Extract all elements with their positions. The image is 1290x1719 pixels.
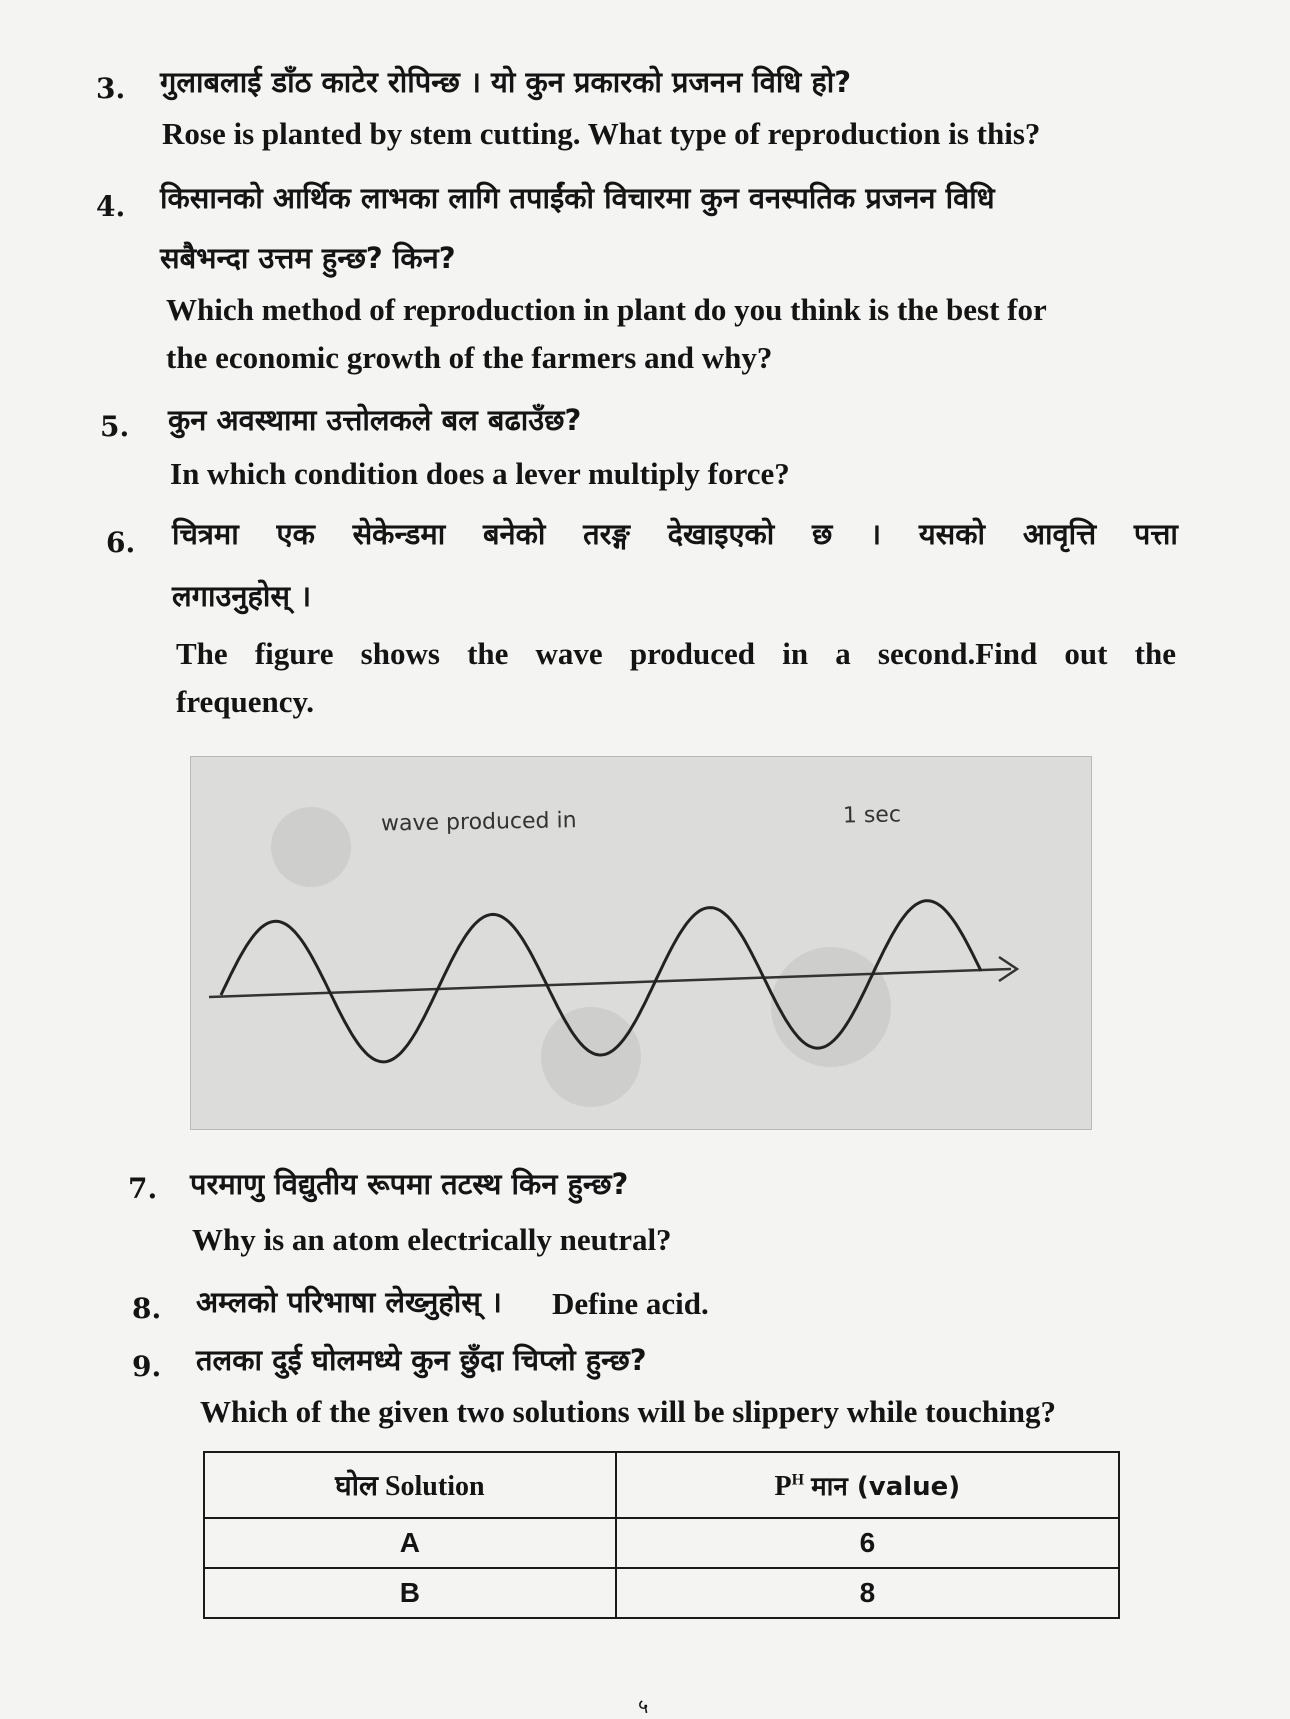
question-5-nepali: कुन अवस्थामा उत्तोलकले बल बढाउँछ?: [168, 403, 582, 437]
solution-cell: A: [204, 1518, 616, 1568]
word: The: [176, 636, 228, 671]
question-3-nepali: गुलाबलाई डाँठ काटेर रोपिन्छ । यो कुन प्रकारको प्रजनन विधि हो?: [160, 65, 852, 99]
word: the: [467, 636, 509, 671]
question-number: 3.: [96, 72, 126, 105]
header-ph-prefix: P: [774, 1471, 792, 1502]
question-number: 5.: [100, 410, 130, 443]
word: चित्रमा: [172, 517, 239, 551]
question-number: 4.: [96, 190, 126, 223]
wave-drawing: [191, 757, 1091, 1129]
table-row: [204, 1518, 1119, 1568]
question-6-nepali-line1: [172, 514, 1178, 553]
word: आवृत्ति: [1022, 517, 1097, 551]
question-6-nepali-line2: लगाउनुहोस् ।: [172, 579, 312, 613]
table-header-row: [204, 1452, 1119, 1518]
word: तरङ्ग: [583, 517, 630, 551]
question-7-english: Why is an atom electrically neutral?: [192, 1222, 672, 1257]
question-6-english-line2: frequency.: [176, 684, 315, 719]
question-5-english: In which condition does a lever multiply force?: [170, 456, 790, 491]
header-ph-value: [616, 1452, 1119, 1518]
table-row: [204, 1568, 1119, 1618]
word: out: [1064, 636, 1108, 671]
question-number: 7.: [128, 1172, 158, 1205]
ph-cell: 6: [616, 1518, 1119, 1568]
header-ph-suffix: मान (value): [811, 1472, 961, 1502]
wave-figure: [190, 756, 1092, 1130]
word: produced: [629, 636, 756, 671]
word: देखाइएको: [667, 517, 775, 551]
question-8-nepali: अम्लको परिभाषा लेख्नुहोस् ।: [196, 1285, 502, 1319]
wave-caption-left: wave produced in: [380, 808, 577, 837]
question-8-english: Define acid.: [552, 1286, 709, 1321]
word: यसको: [918, 517, 986, 551]
question-3-english: Rose is planted by stem cutting. What type of reproduction is this?: [162, 116, 1041, 151]
question-number: 9.: [132, 1350, 162, 1383]
word: बनेको: [482, 517, 546, 551]
question-4-english-line1: Which method of reproduction in plant do you think is the best for: [166, 292, 1047, 327]
word: ।: [870, 517, 882, 551]
word: छ: [812, 517, 833, 551]
header-ph-sup: H: [791, 1471, 805, 1489]
word: in: [782, 636, 809, 671]
question-7-nepali: परमाणु विद्युतीय रूपमा तटस्थ किन हुन्छ?: [190, 1167, 629, 1201]
word: wave: [535, 636, 603, 671]
question-4-nepali-line2: सबैभन्दा उत्तम हुन्छ? किन?: [160, 241, 456, 275]
word: shows: [360, 636, 440, 671]
word: एक: [276, 517, 315, 551]
question-4-nepali-line1: किसानको आर्थिक लाभका लागि तपाईंको विचारमा कुन वनस्पतिक प्रजनन विधि: [160, 181, 995, 215]
solution-cell: B: [204, 1568, 616, 1618]
word: second.Find: [877, 636, 1038, 671]
ph-cell: 8: [616, 1568, 1119, 1618]
question-number: 6.: [106, 526, 136, 559]
page-number: ५: [638, 1694, 649, 1718]
question-6-english-line1: [176, 636, 1176, 672]
header-solution: घोल Solution: [204, 1452, 616, 1518]
word: सेकेन्डमा: [352, 517, 446, 551]
ph-table: [203, 1451, 1120, 1619]
wave-caption-right: 1 sec: [842, 802, 902, 829]
word: the: [1134, 636, 1176, 671]
word: a: [835, 636, 851, 671]
word: पत्ता: [1133, 517, 1178, 551]
question-4-english-line2: the economic growth of the farmers and why?: [166, 340, 773, 375]
word: figure: [254, 636, 334, 671]
question-number: 8.: [132, 1292, 162, 1325]
question-9-english: Which of the given two solutions will be slippery while touching?: [200, 1394, 1057, 1429]
question-9-nepali: तलका दुई घोलमध्ये कुन छुँदा चिप्लो हुन्छ?: [196, 1343, 647, 1377]
